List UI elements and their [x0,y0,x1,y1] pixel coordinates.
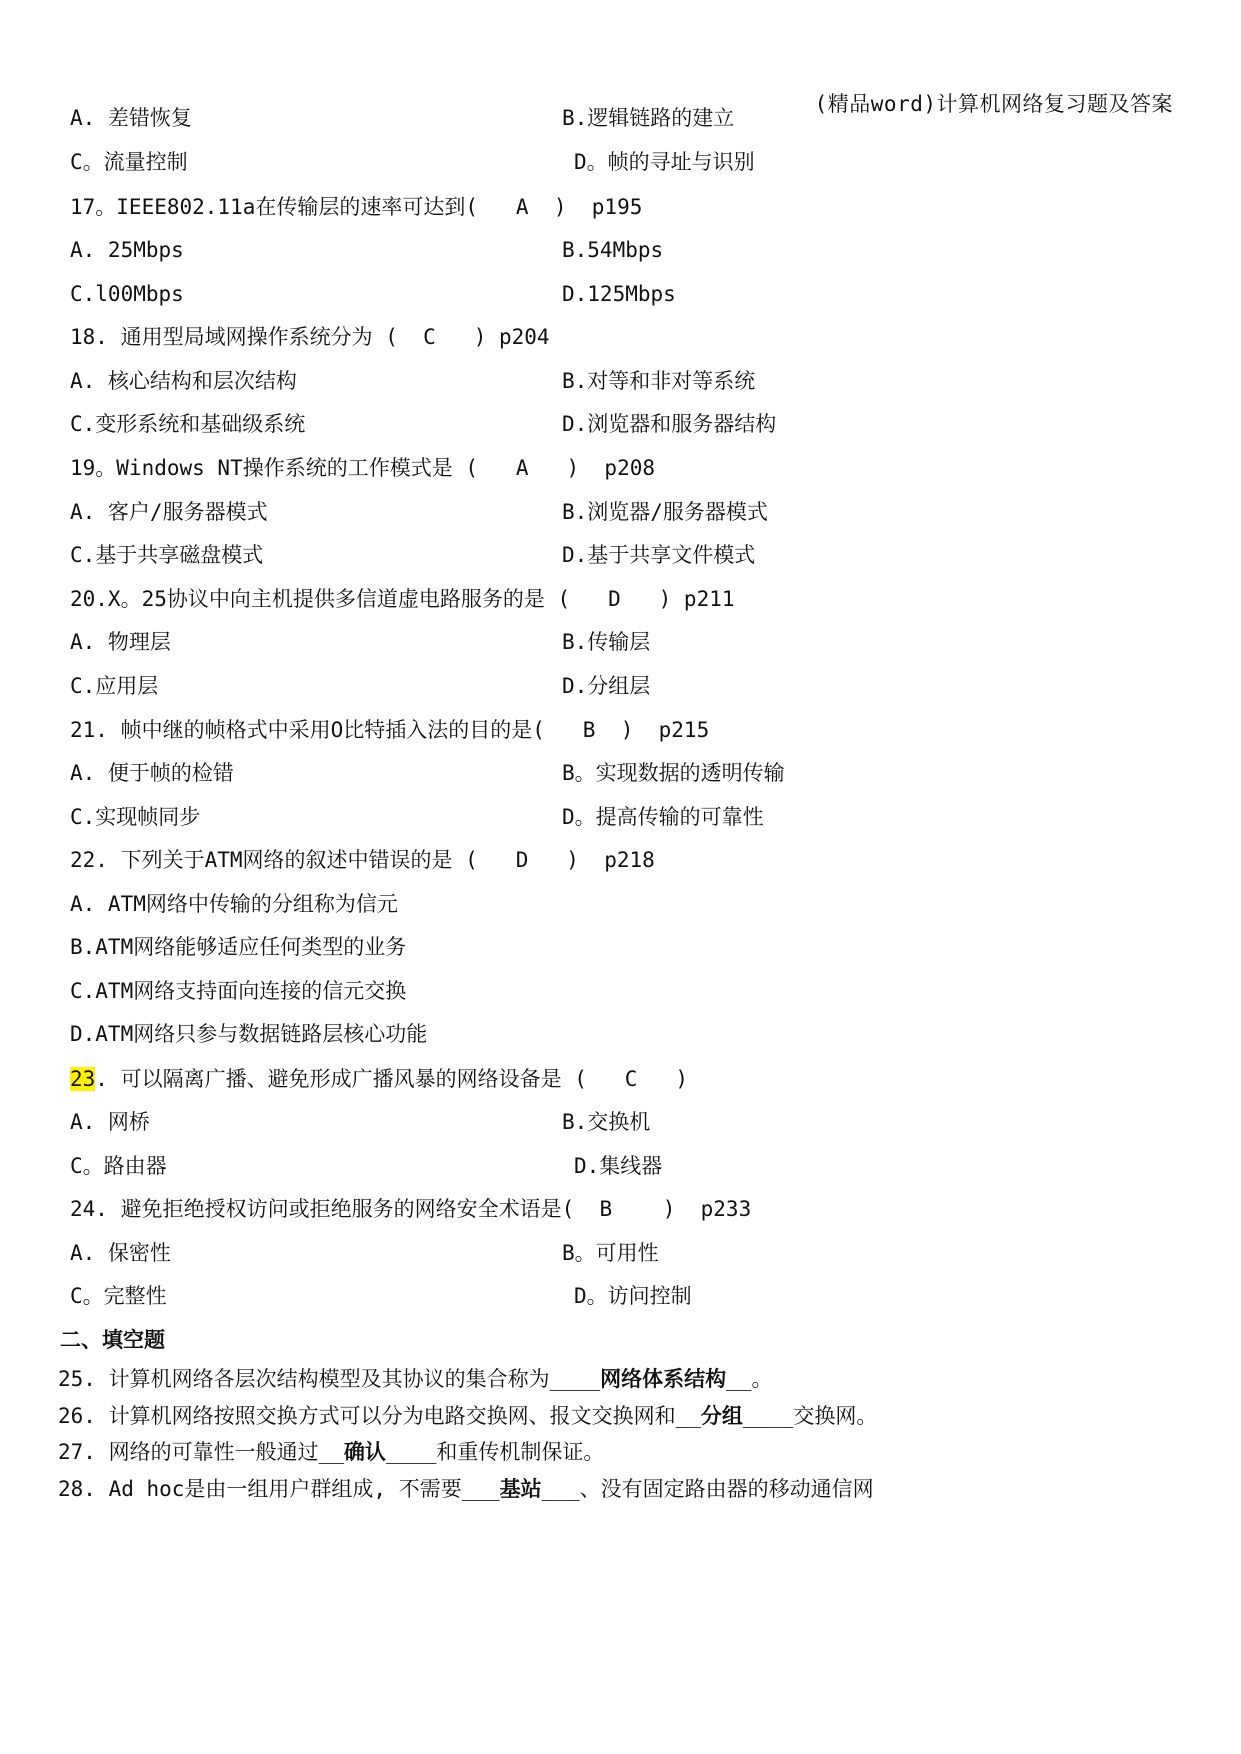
q16-option-a: A. 差错恢复 [70,106,192,130]
q21-option-c: C.实现帧同步 [70,805,201,829]
q26-prefix: 26. 计算机网络按照交换方式可以分为电路交换网、报文交换网和__ [58,1404,701,1428]
q17-option-b: B.54Mbps [562,238,664,262]
q18-option-b: B.对等和非对等系统 [562,369,756,393]
q16-option-b: B.逻辑链路的建立 [562,106,735,130]
q17-stem: 17。IEEE802.11a在传输层的速率可达到( A ) p195 [70,195,643,219]
q24-option-d: D。访问控制 [574,1284,692,1308]
q25-suffix: __。 [726,1367,773,1391]
q23-stem [70,1064,688,1094]
q25-prefix: 25. 计算机网络各层次结构模型及其协议的集合称为____ [58,1367,601,1391]
q23-option-d: D.集线器 [574,1154,663,1178]
q18-option-a: A. 核心结构和层次结构 [70,369,297,393]
q21-stem: 21. 帧中继的帧格式中采用O比特插入法的目的是( B ) p215 [70,718,710,742]
q20-option-d: D.分组层 [562,674,651,698]
q18-stem: 18. 通用型局域网操作系统分为 ( C ) p204 [70,325,550,349]
q23-option-b: B.交换机 [562,1110,651,1134]
page-header: (精品word)计算机网络复习题及答案 [814,92,1173,116]
q19-stem: 19。Windows NT操作系统的工作模式是 ( A ) p208 [70,456,656,480]
q22-option-a: A. ATM网络中传输的分组称为信元 [70,892,398,916]
q24-option-b: B。可用性 [562,1241,659,1265]
q23-option-a: A. 网桥 [70,1110,150,1134]
q22-stem: 22. 下列关于ATM网络的叙述中错误的是 ( D ) p218 [70,848,655,872]
q23-number-highlight: 23 [70,1067,96,1091]
q22-option-c: C.ATM网络支持面向连接的信元交换 [70,979,407,1003]
q20-option-b: B.传输层 [562,630,651,654]
q18-option-c: C.变形系统和基础级系统 [70,412,306,436]
q26-suffix: ____交换网。 [742,1404,878,1428]
q26-answer: 分组 [700,1404,743,1428]
q26-line [58,1401,877,1431]
q22-option-d: D.ATM网络只参与数据链路层核心功能 [70,1022,428,1046]
q17-option-d: D.125Mbps [562,282,676,306]
q19-option-b: B.浏览器/服务器模式 [562,500,768,524]
q20-option-c: C.应用层 [70,674,159,698]
q19-option-a: A. 客户/服务器模式 [70,500,268,524]
q21-option-b: B。实现数据的透明传输 [562,761,785,785]
q19-option-c: C.基于共享磁盘模式 [70,543,264,567]
q21-option-d: D。提高传输的可靠性 [562,805,764,829]
q24-option-a: A. 保密性 [70,1241,171,1265]
q24-stem: 24. 避免拒绝授权访问或拒绝服务的网络安全术语是( B ) p233 [70,1197,752,1221]
q17-option-a: A. 25Mbps [70,238,184,262]
q20-option-a: A. 物理层 [70,630,171,654]
q28-answer: 基站 [499,1477,542,1501]
q16-option-c: C。流量控制 [70,150,188,174]
q25-line [58,1364,772,1394]
section-heading-fill-in: 二、填空题 [60,1328,165,1352]
q27-answer: 确认 [343,1440,386,1464]
q27-suffix: ____和重传机制保证。 [385,1440,605,1464]
q23-option-c: C。路由器 [70,1154,167,1178]
q18-option-d: D.浏览器和服务器结构 [562,412,777,436]
q19-option-d: D.基于共享文件模式 [562,543,756,567]
q27-prefix: 27. 网络的可靠性一般通过__ [58,1440,344,1464]
q17-option-c: C.l00Mbps [70,282,184,306]
q23-stem-text: . 可以隔离广播、避免形成广播风暴的网络设备是 ( C ) [95,1067,689,1091]
q27-line [58,1437,604,1467]
q22-option-b: B.ATM网络能够适应任何类型的业务 [70,935,407,959]
q20-stem: 20.X。25协议中向主机提供多信道虚电路服务的是 ( D ) p211 [70,587,735,611]
q16-option-d: D。帧的寻址与识别 [574,150,755,174]
q25-answer: 网络体系结构 [600,1367,727,1391]
q24-option-c: C。完整性 [70,1284,167,1308]
q21-option-a: A. 便于帧的检错 [70,761,234,785]
q28-line [58,1474,874,1504]
q28-suffix: ___、没有固定路由器的移动通信网 [541,1477,874,1501]
q28-prefix: 28. Ad hoc是由一组用户群组成, 不需要___ [58,1477,500,1501]
